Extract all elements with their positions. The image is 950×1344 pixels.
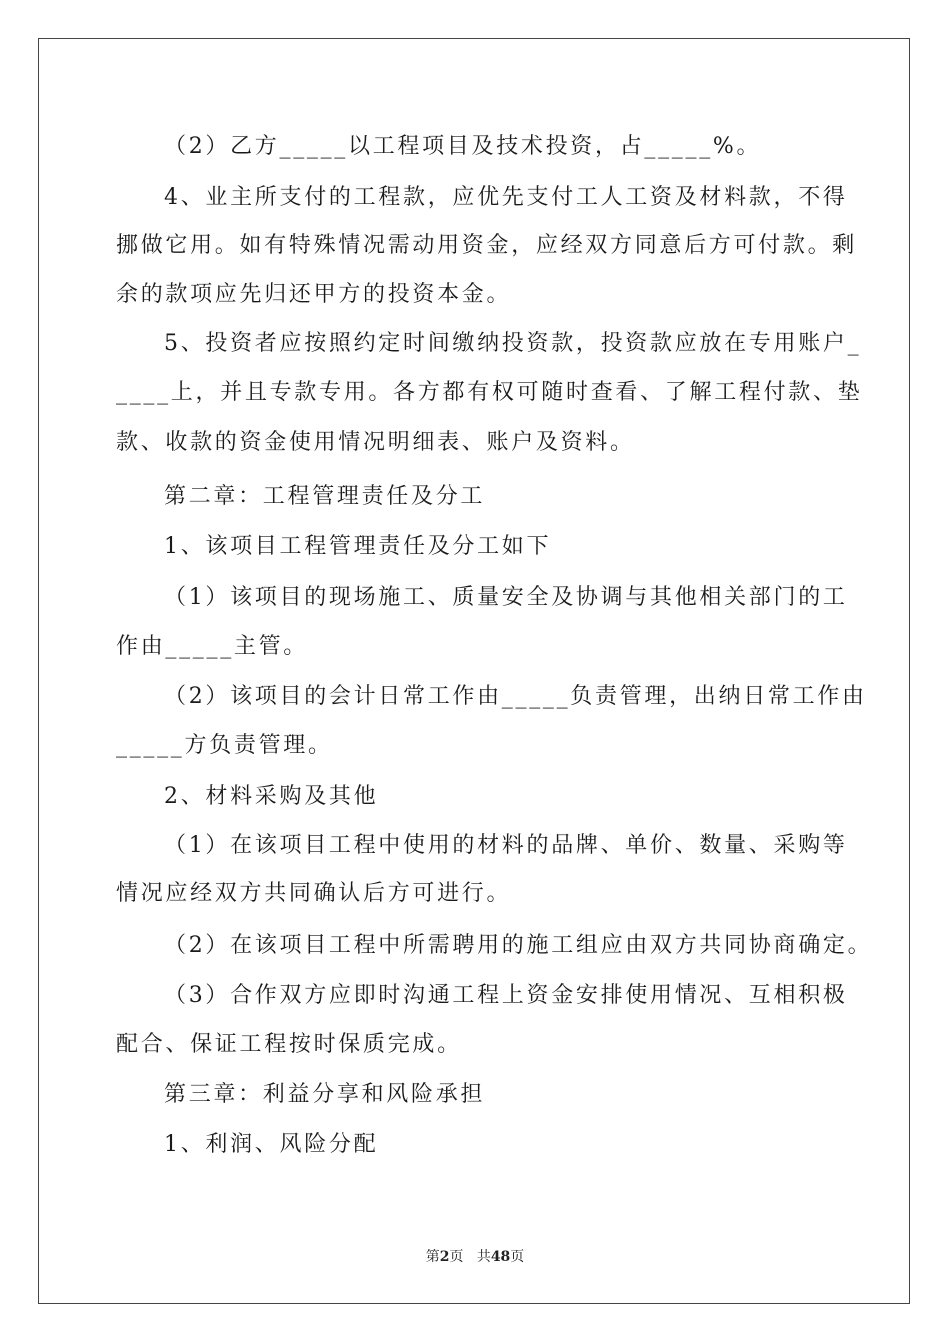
paragraph-line: 作由_____主管。	[116, 634, 309, 659]
paragraph-line: （2）在该项目工程中所需聘用的施工组应由双方共同协商确定。	[164, 933, 873, 958]
paragraph-line: 1、利润、风险分配	[164, 1132, 379, 1157]
paragraph-line: 款、收款的资金使用情况明细表、账户及资料。	[116, 430, 635, 455]
paragraph-line: （1）该项目的现场施工、质量安全及协调与其他相关部门的工	[164, 585, 848, 610]
chapter-heading: 第二章：工程管理责任及分工	[164, 484, 486, 509]
page-footer	[0, 1246, 950, 1266]
paragraph-line: 配合、保证工程按时保质完成。	[116, 1032, 462, 1057]
paragraph-line: 余的款项应先归还甲方的投资本金。	[116, 282, 512, 307]
paragraph-line: 1、该项目工程管理责任及分工如下	[164, 534, 552, 559]
total-suffix: 页	[510, 1249, 525, 1265]
paragraph-line: 情况应经双方共同确认后方可进行。	[116, 881, 512, 906]
paragraph-line: 2、材料采购及其他	[164, 784, 379, 809]
paragraph-line: _____方负责管理。	[116, 733, 333, 758]
paragraph-line: 挪做它用。如有特殊情况需动用资金，应经双方同意后方可付款。剩	[116, 233, 858, 258]
paragraph-line: （1）在该项目工程中使用的材料的品牌、单价、数量、采购等	[164, 833, 848, 858]
paragraph-line: （2）乙方_____以工程项目及技术投资，占_____%。	[164, 134, 762, 159]
page-suffix: 页	[449, 1249, 464, 1265]
paragraph-line: ____上，并且专款专用。各方都有权可随时查看、了解工程付款、垫	[116, 380, 863, 405]
paragraph-line: （3）合作双方应即时沟通工程上资金安排使用情况、互相积极	[164, 983, 848, 1008]
page-prefix: 第	[425, 1249, 440, 1265]
total-prefix: 共	[476, 1249, 491, 1265]
chapter-heading: 第三章：利益分享和风险承担	[164, 1082, 486, 1107]
paragraph-line: 5、投资者应按照约定时间缴纳投资款，投资款应放在专用账户_	[164, 331, 862, 356]
paragraph-line: 4、业主所支付的工程款，应优先支付工人工资及材料款，不得	[164, 185, 848, 210]
page-number: 2	[439, 1249, 450, 1265]
total-pages: 48	[490, 1249, 511, 1265]
paragraph-line: （2）该项目的会计日常工作由_____负责管理，出纳日常工作由	[164, 684, 867, 709]
